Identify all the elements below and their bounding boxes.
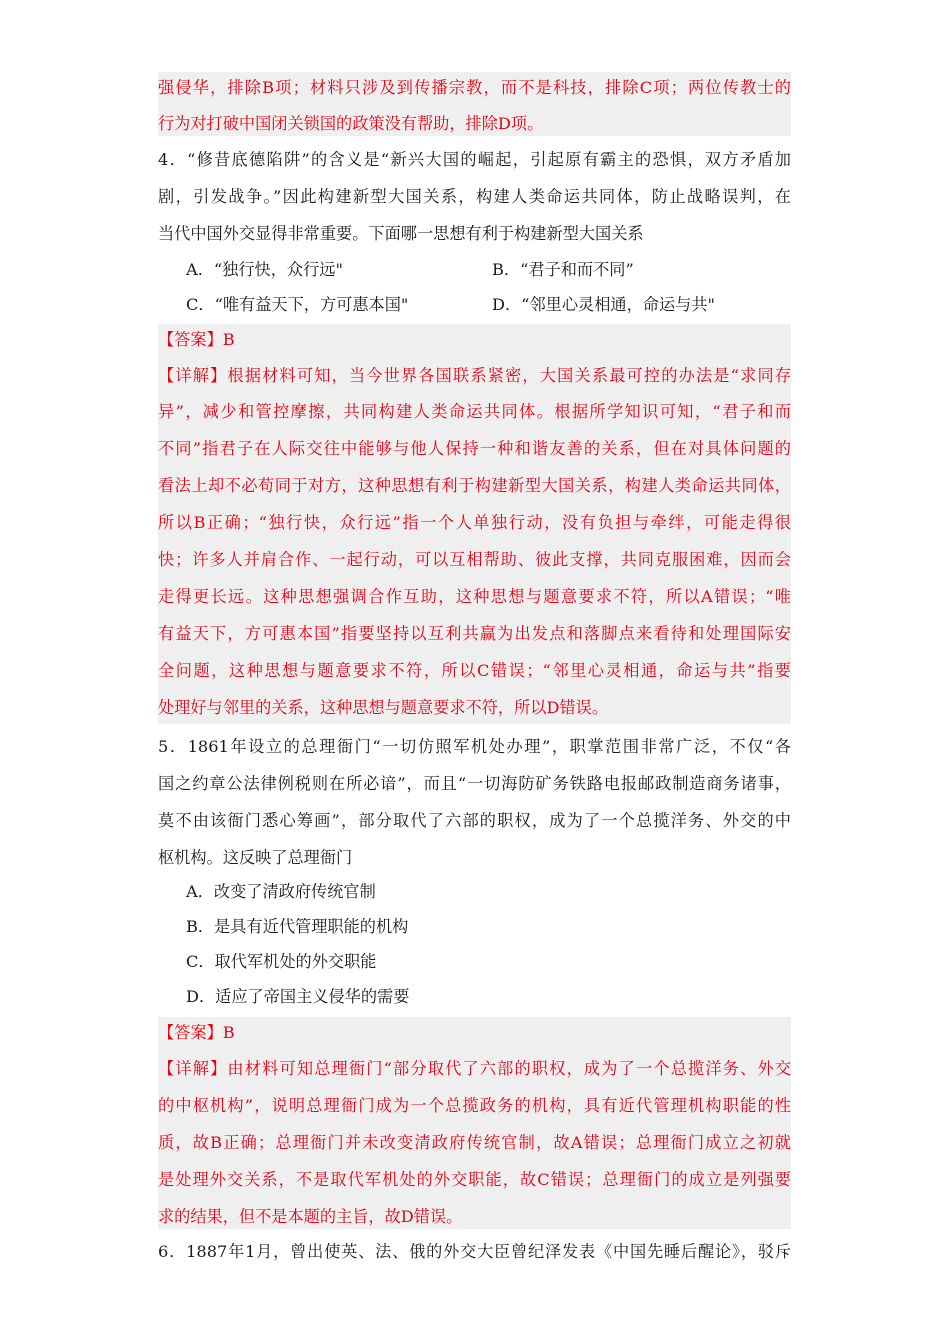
detail-text: 由材料可知总理衙门“部分取代了六部的职权，成为了一个总揽洋务、外交 [227,1059,792,1078]
q5-detail-line: 是处理外交关系，不是取代军机处的外交职能，故C错误；总理衙门的成立是列强要 [158,1170,791,1189]
q4-option-a: A．“独行快，众行远" [186,260,343,279]
q4-detail-line: 所以B正确；“独行快，众行远”指一个人单独行动，没有负担与牵绊，可能走得很 [158,513,791,532]
q4-detail-line: 走得更长远。这种思想强调合作互助，这种思想与题意要求不符，所以A错误；“唯 [158,587,791,606]
q5-option-b: B．是具有近代管理职能的机构 [186,917,409,936]
q4-answer-block [158,324,791,724]
question-stem-line: 6．1887年1月，曾出使英、法、俄的外交大臣曾纪泽发表《中国先睡后醒论》，驳斥 [158,1242,791,1261]
question-5-stem [158,735,791,875]
question-stem-line: 5．1861年设立的总理衙门“一切仿照军机处办理”，职掌范围非常广泛，不仅“各 [158,737,791,756]
question-stem-line: 莫不由该衙门悉心筹画”，部分取代了六部的职权，成为了一个总揽洋务、外交的中 [158,811,791,830]
q5-answer-line [158,1021,791,1045]
answer-tag: 【答案】 [158,1023,223,1042]
question-stem-line: 国之约章公法律例税则在所必谙”，而且“一切海防矿务铁路电报邮政制造商务诸事， [158,774,791,793]
detail-text: 根据材料可知，当今世界各国联系紧密，大国关系最可控的办法是“求同存 [227,366,792,385]
q4-detail-line: 不同”指君子在人际交往中能够与他人保持一种和谐友善的关系，但在对具体问题的 [158,439,791,458]
q5-option-a: A．改变了清政府传统官制 [186,882,376,901]
question-stem-line: 剧，引发战争。”因此构建新型大国关系，构建人类命运共同体，防止战略误判，在 [158,187,791,206]
q4-option-b: B．“君子和而不同” [492,260,634,279]
q4-detail-line: 快；许多人并肩合作、一起行动，可以互相帮助、彼此支撑，共同克服困难，因而会 [158,550,791,569]
q5-answer-block [158,1017,791,1229]
question-6-stem [158,1240,791,1270]
q4-answer-line [158,328,791,352]
q4-option-c: C．“唯有益天下，方可惠本国" [186,295,409,314]
q5-option-c: C．取代军机处的外交职能 [186,952,377,971]
q5-detail-line: 求的结果，但不是本题的主旨，故D错误。 [158,1207,463,1226]
q4-detail-line: 有益天下，方可惠本国”指要坚持以互利共赢为出发点和落脚点来看待和处理国际安 [158,624,791,643]
question-4-stem [158,148,791,258]
prev-detail-line: 强侵华，排除B项；材料只涉及到传播宗教，而不是科技，排除C项；两位传教士的 [158,78,791,97]
question-stem-line: 当代中国外交显得非常重要。下面哪一思想有利于构建新型大国关系 [158,224,644,243]
q5-option-d: D．适应了帝国主义侵华的需要 [186,987,410,1006]
question-stem-line: 4．“修昔底德陷阱”的含义是“新兴大国的崛起，引起原有霸主的恐惧，双方矛盾加 [158,150,791,169]
q5-detail-line: 的中枢机构”，说明总理衙门成为一个总揽政务的机构，具有近代管理机构职能的性 [158,1096,791,1115]
q4-detail-line: 异”，减少和管控摩擦，共同构建人类命运共同体。根据所学知识可知，“君子和而 [158,402,791,421]
answer-value: B [222,330,235,349]
q5-detail-line [158,1057,791,1081]
detail-tag: 【详解】 [158,366,228,385]
answer-tag: 【答案】 [158,330,223,349]
detail-tag: 【详解】 [158,1059,228,1078]
prev-detail-block [158,72,791,136]
answer-value: B [222,1023,235,1042]
q5-detail-line: 质，故B正确；总理衙门并未改变清政府传统官制，故A错误；总理衙门成立之初就 [158,1133,791,1152]
q4-detail-line [158,364,791,388]
question-stem-line: 枢机构。这反映了总理衙门 [158,848,353,867]
q4-detail-line: 处理好与邻里的关系，这种思想与题意要求不符，所以D错误。 [158,698,609,717]
q4-detail-line: 看法上却不必苟同于对方，这种思想有利于构建新型大国关系，构建人类命运共同体， [158,476,791,495]
prev-detail-line: 行为对打破中国闭关锁国的政策没有帮助，排除D项。 [158,114,544,133]
q4-option-d: D．“邻里心灵相通，命运与共" [492,295,715,314]
q4-detail-line: 全问题，这种思想与题意要求不符，所以C错误；“邻里心灵相通，命运与共”指要 [158,661,791,680]
